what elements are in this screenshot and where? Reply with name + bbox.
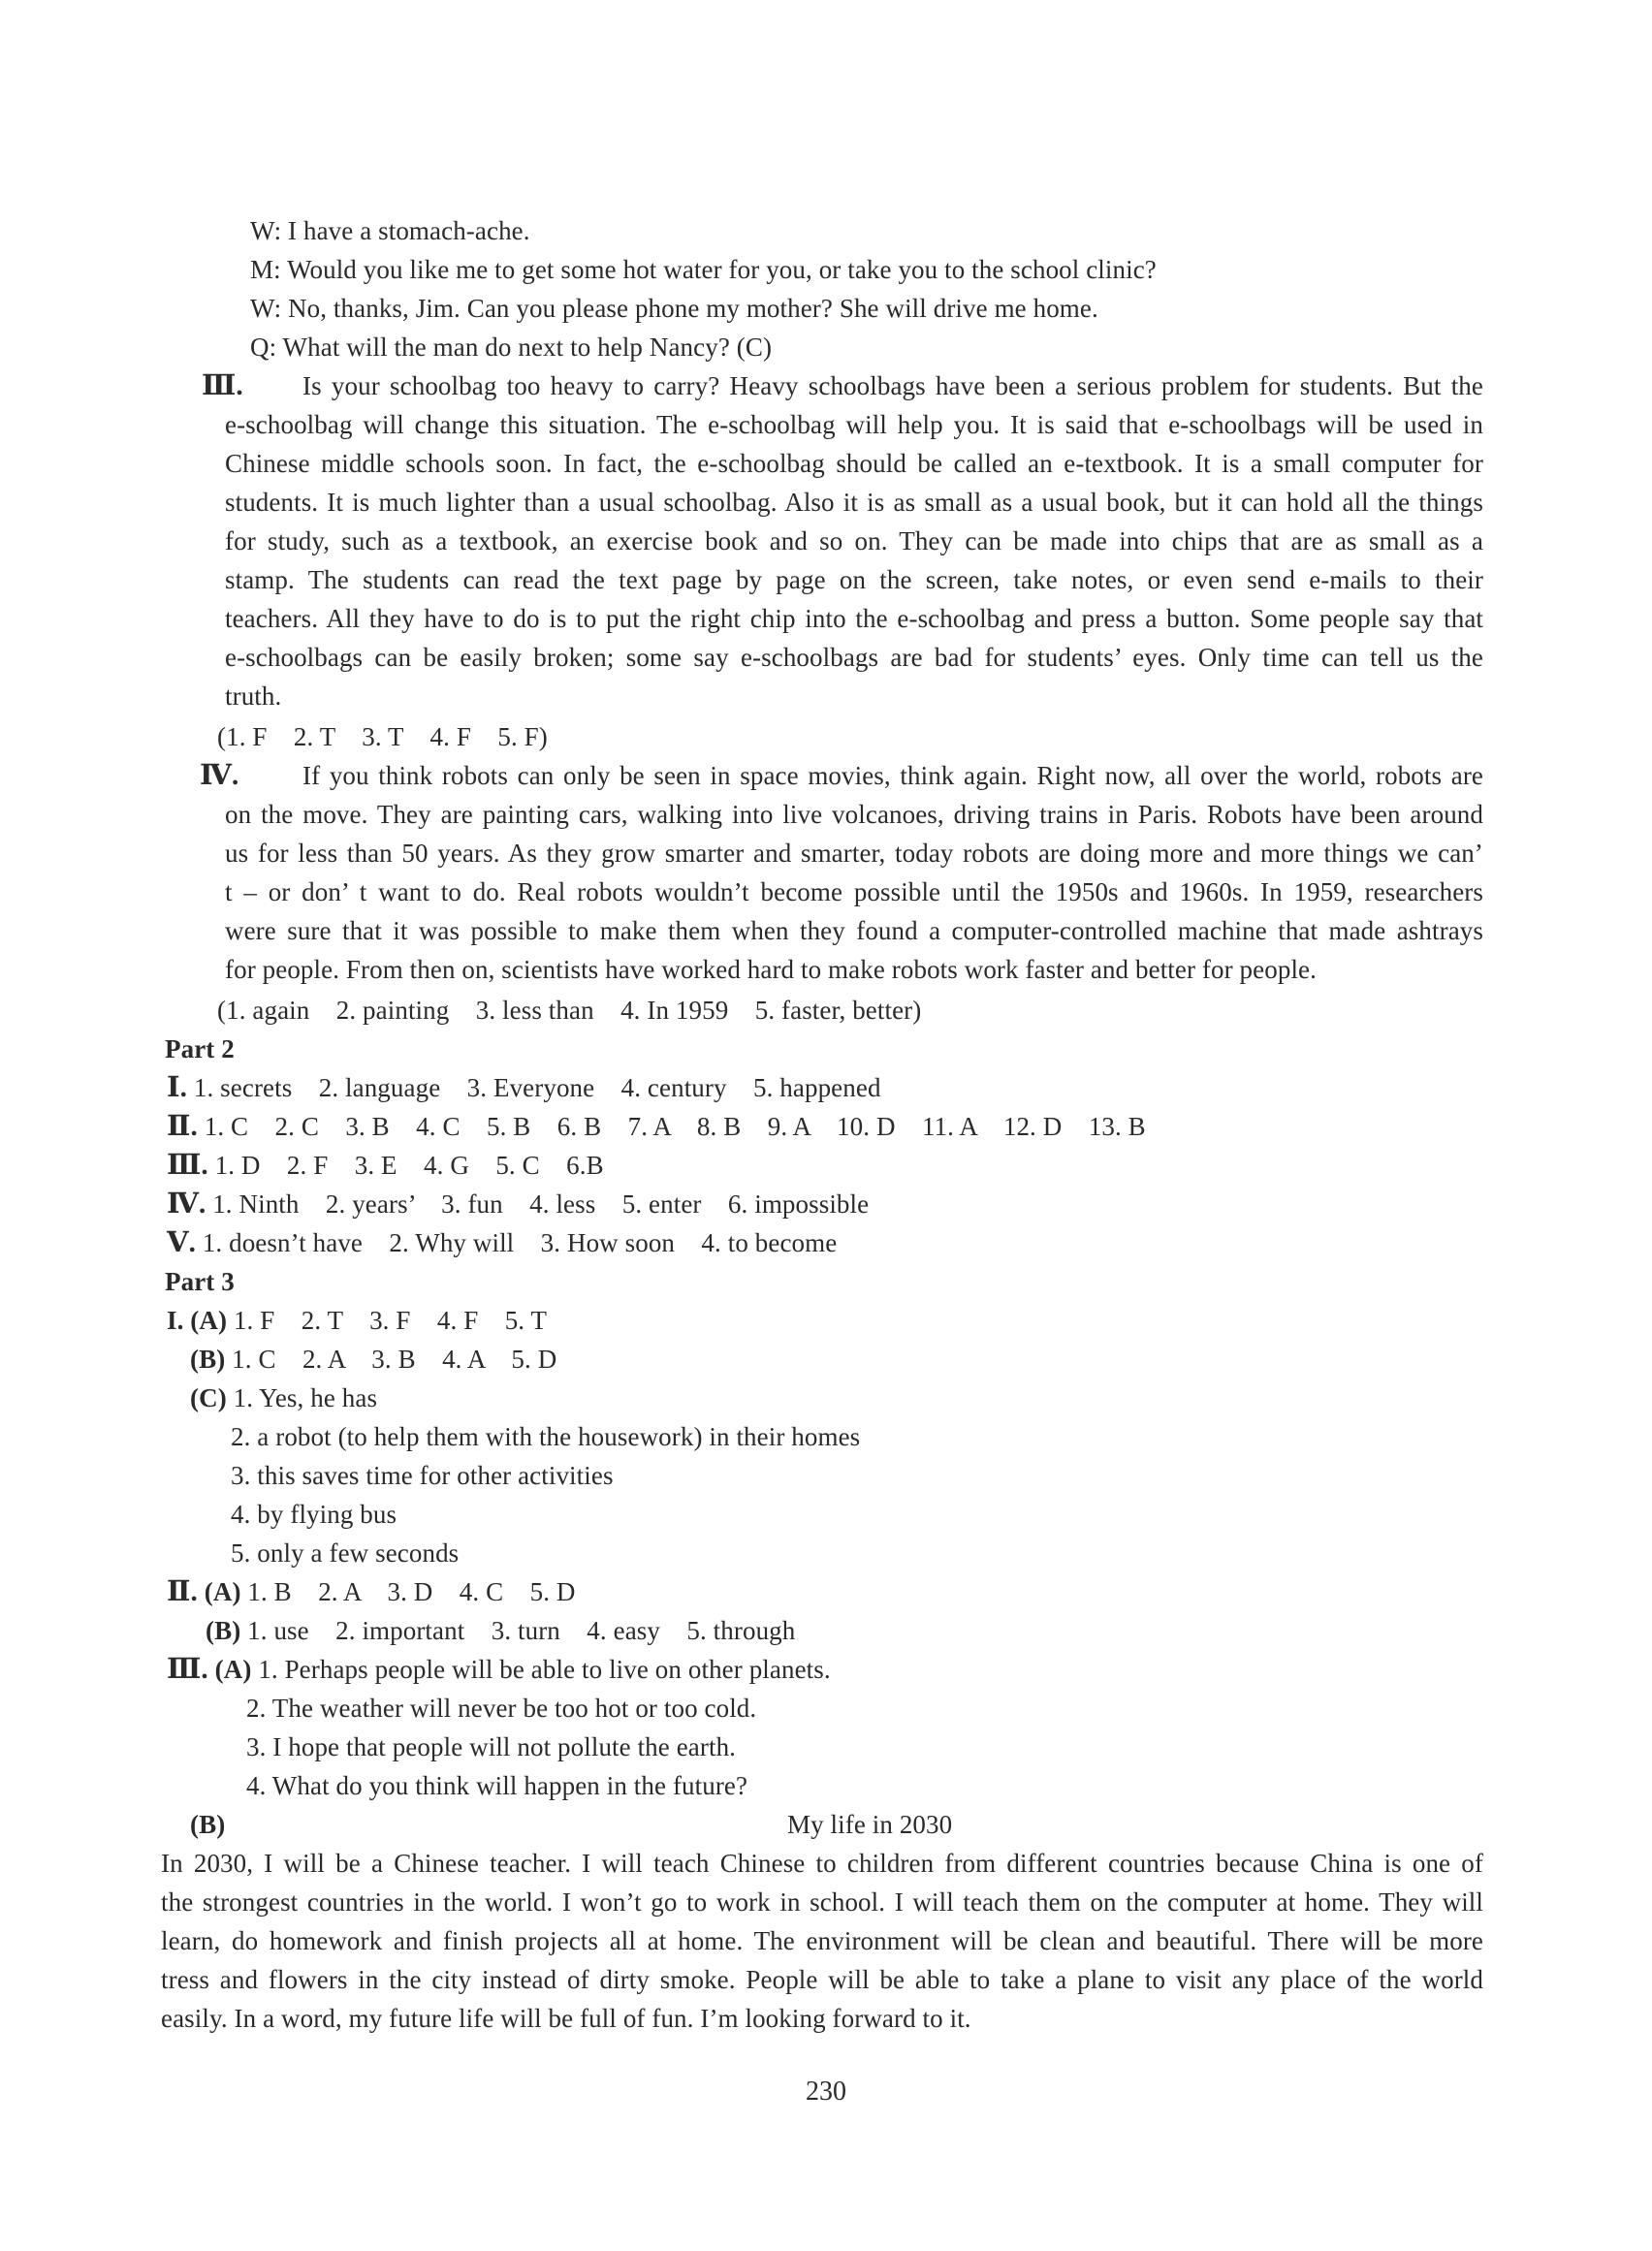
passage-line: t – or don’ t want to do. Real robots wouldn’t become possible until the 1950s and 1960s. In 1959, researchers [225,877,1483,906]
essay-title: My life in 2030 [787,1810,953,1839]
answer-text: 1. C 2. C 3. B 4. C 5. B 6. B 7. A 8. B 9. A 10. D 11. A 12. D 13. B [197,1112,1146,1141]
section-label: (B) [206,1616,241,1645]
roman-numeral: Ⅰ. [167,1072,188,1103]
passage-line: e-schoolbags can be easily broken; some say e-schoolbags are bad for students’ eyes. Only time can tell us the [225,643,1483,672]
dialogue-line: Q: What will the man do next to help Nancy? (C) [250,333,773,362]
section-numeral-4: Ⅳ. [200,760,239,791]
answer-row [190,1379,377,1417]
answer-line: 4. What do you think will happen in the future? [246,1771,748,1800]
essay-line: tress and flowers in the city instead of dirty smoke. People will be able to take a plane to visit any place of the world [161,1965,1483,1994]
answer-line: 2. The weather will never be too hot or too cold. [246,1694,757,1723]
answer-text: 1. doesn’t have 2. Why will 3. How soon 4. to become [195,1228,838,1257]
passage-line: e-schoolbag will change this situation. The e-schoolbag will help you. It is said that e-schoolbags will be used in [225,410,1483,439]
passage-line: on the move. They are painting cars, walking into live volcanoes, driving trains in Paris. Robots have been around [225,800,1483,829]
essay-line: easily. In a word, my future life will be full of fun. I’m looking forward to it. [161,2004,971,2033]
essay-line: the strongest countries in the world. I won’t go to work in school. I will teach them on the computer at home. They will [161,1887,1483,1917]
page-number: 230 [806,2077,846,2107]
part-2-heading: Part 2 [165,1034,235,1063]
answer-text: 1. D 2. F 3. E 4. G 5. C 6.B [207,1151,604,1180]
essay-line: In 2030, I will be a Chinese teacher. I will teach Chinese to children from different countries because China is one of [161,1849,1483,1878]
passage-line: for people. From then on, scientists have worked hard to make robots work faster and better for people. [225,955,1317,984]
answer-line: 5. only a few seconds [231,1538,460,1568]
answer-row [167,1223,837,1262]
dialogue-line: M: Would you like me to get some hot water for you, or take you to the school clinic? [250,255,1157,284]
answer-row [167,1572,576,1611]
answer-row [190,1340,556,1379]
passage-line: us for less than 50 years. As they grow smarter and smarter, today robots are doing more and more things we can’ [225,839,1483,868]
roman-numeral: Ⅲ. [167,1150,208,1181]
section-label: (B) [190,1345,226,1374]
answer-text: 1. C 2. A 3. B 4. A 5. D [225,1345,557,1374]
passage-line: If you think robots can only be seen in space movies, think again. Right now, all over the world, robots are [302,761,1483,790]
passage-line: were sure that it was possible to make them when they found a computer-controlled machine that made ashtrays [225,916,1483,945]
passage-line: students. It is much lighter than a usual schoolbag. Also it is as small as a usual book, but it can hold all the things [225,488,1483,517]
answer-text: 1. F 2. T 3. F 4. F 5. T [227,1306,548,1335]
roman-numeral: Ⅱ. [167,1576,198,1607]
answer-row [206,1611,795,1650]
answer-row [167,1107,1146,1146]
section-label: (B) [190,1810,226,1839]
passage-line: stamp. The students can read the text page by page on the screen, take notes, or even send e-mails to their [225,565,1483,594]
answer-row [167,1068,881,1107]
roman-numeral: Ⅲ. [167,1654,208,1685]
dialogue-line: W: I have a stomach-ache. [250,216,530,245]
essay-line: learn, do homework and finish projects all at home. The environment will be clean and beautiful. There will be more [161,1926,1483,1955]
passage-line: Is your schoolbag too heavy to carry? Heavy schoolbags have been a serious problem for students. But the [302,371,1483,400]
roman-numeral: Ⅴ. [167,1227,196,1258]
section-label: (C) [190,1383,227,1412]
answer-row [167,1301,547,1340]
dialogue-line: W: No, thanks, Jim. Can you please phone my mother? She will drive me home. [250,294,1098,323]
answer-text: 1. Perhaps people will be able to live on other planets. [258,1655,831,1684]
answer-text: 1. Yes, he has [233,1383,378,1412]
roman-numeral: Ⅱ. [167,1111,198,1142]
answer-line: (1. F 2. T 3. T 4. F 5. F) [217,722,548,751]
section-label: I. (A) [167,1306,228,1335]
answer-row [167,1185,869,1223]
passage-line: Chinese middle schools soon. In fact, the e-schoolbag should be called an e-textbook. It is a small computer for [225,449,1483,478]
answer-line: 3. I hope that people will not pollute the earth. [246,1732,737,1761]
answer-row [167,1650,831,1689]
passage-line: teachers. All they have to do is to put the right chip into the e-schoolbag and press a button. Some people say that [225,604,1483,633]
passage-line: for study, such as a textbook, an exercise book and so on. They can be made into chips that are as small as a [225,526,1483,555]
answer-line: 2. a robot (to help them with the housework) in their homes [231,1422,861,1451]
answer-text: 1. secrets 2. language 3. Everyone 4. century 5. happened [187,1073,881,1102]
roman-numeral: Ⅳ. [167,1189,206,1220]
answer-text: 1. B 2. A 3. D 4. C 5. D [240,1577,576,1606]
section-label: (A) [214,1655,252,1684]
answer-text: 1. Ninth 2. years’ 3. fun 4. less 5. enter 6. impossible [206,1189,870,1219]
passage-line: truth. [225,682,282,711]
answer-line: (1. again 2. painting 3. less than 4. In 1959 5. faster, better) [217,996,922,1025]
answer-line: 4. by flying bus [231,1500,397,1529]
part-3-heading: Part 3 [165,1267,235,1296]
section-label: (A) [204,1577,241,1606]
answer-line: 3. this saves time for other activities [231,1461,614,1490]
answer-text: 1. use 2. important 3. turn 4. easy 5. through [240,1616,796,1645]
section-numeral-3: Ⅲ. [202,370,243,401]
answer-row [167,1146,604,1185]
